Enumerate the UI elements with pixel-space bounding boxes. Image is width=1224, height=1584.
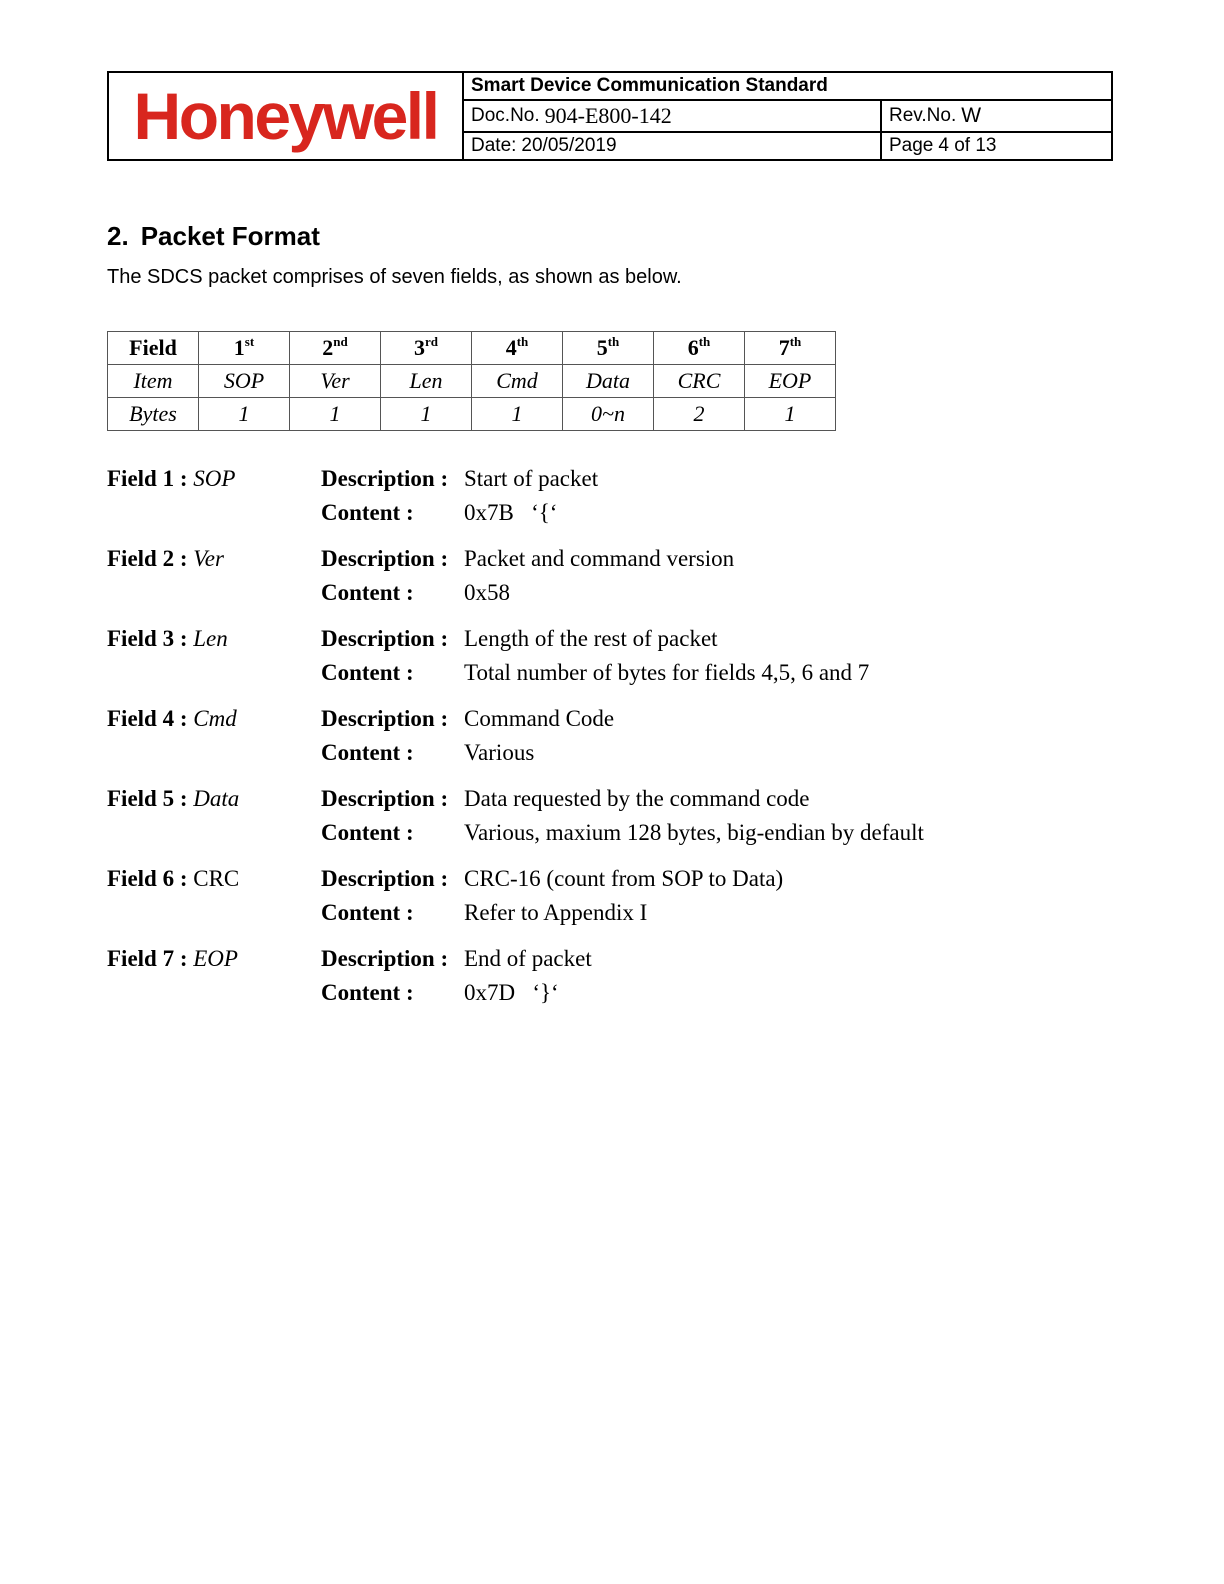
content-value: 0x7D ‘}‘ [464, 980, 559, 1005]
field-name [107, 466, 235, 492]
ordinal-suffix: th [516, 334, 529, 349]
content-value: 0x58 [464, 580, 510, 605]
table-row-field [108, 332, 836, 365]
field-item: Cmd [193, 706, 237, 731]
field-block-5 [107, 786, 1107, 866]
content-label: Content : [321, 820, 414, 845]
bytes-cell: 2 [654, 398, 745, 431]
field-name [107, 946, 238, 972]
field-block-6 [107, 866, 1107, 946]
row-label-field: Field [108, 332, 199, 365]
section-heading [107, 221, 320, 252]
table-row-item [108, 365, 836, 398]
description-value: Packet and command version [464, 546, 735, 571]
field-block-2 [107, 546, 1107, 626]
field-item: SOP [193, 466, 236, 491]
field-block-1 [107, 466, 1107, 546]
field-item: Data [193, 786, 240, 811]
field-block-3 [107, 626, 1107, 706]
item-cell: Cmd [472, 365, 563, 398]
section-number: 2. [107, 221, 129, 251]
ordinal-suffix: nd [333, 334, 348, 349]
field-item: Ver [193, 546, 224, 571]
field-number: 7 [778, 335, 790, 360]
field-name [107, 866, 239, 892]
doc-number [464, 101, 882, 133]
ordinal-suffix: st [244, 334, 255, 349]
description-label: Description : [321, 866, 449, 891]
field-number-cell [381, 332, 472, 365]
description-value: CRC-16 (count from SOP to Data) [464, 866, 784, 891]
item-cell: CRC [654, 365, 745, 398]
honeywell-logo: Honeywell [109, 73, 464, 159]
content-value: Various [464, 740, 535, 765]
field-name [107, 626, 228, 652]
content-value: Total number of bytes for fields 4,5, 6 and 7 [464, 660, 870, 685]
item-cell: SOP [199, 365, 290, 398]
doc-number-value: 904-E800-142 [544, 103, 672, 128]
content-label: Content : [321, 500, 414, 525]
item-cell: Data [563, 365, 654, 398]
description-value: Start of packet [464, 466, 599, 491]
description-value: Data requested by the command code [464, 786, 810, 811]
item-cell: Ver [290, 365, 381, 398]
field-label: Field 4 : [107, 706, 188, 731]
bytes-cell: 1 [745, 398, 836, 431]
field-item: CRC [193, 866, 240, 891]
row-label-item: Item [108, 365, 199, 398]
bytes-cell: 1 [199, 398, 290, 431]
field-item: Len [193, 626, 228, 651]
description-label: Description : [321, 546, 449, 571]
description-label: Description : [321, 946, 449, 971]
ordinal-suffix: th [607, 334, 620, 349]
field-number-cell [654, 332, 745, 365]
field-block-7 [107, 946, 1107, 1026]
bytes-cell: 0~n [563, 398, 654, 431]
document-date [464, 133, 882, 159]
document-title: Smart Device Communication Standard [464, 73, 1111, 101]
description-label: Description : [321, 466, 449, 491]
content-value: 0x7B ‘{‘ [464, 500, 558, 525]
field-number-cell [290, 332, 381, 365]
date-value: 20/05/2019 [521, 135, 617, 156]
content-label: Content : [321, 900, 414, 925]
page-value: 4 of 13 [938, 135, 997, 156]
field-label: Field 6 : [107, 866, 188, 891]
field-name [107, 706, 237, 732]
ordinal-suffix: rd [425, 334, 438, 349]
field-label: Field 1 : [107, 466, 188, 491]
description-value: Command Code [464, 706, 615, 731]
description-value: End of packet [464, 946, 592, 971]
description-label: Description : [321, 706, 449, 731]
date-label: Date: [471, 135, 517, 156]
bytes-cell: 1 [381, 398, 472, 431]
field-number: 2 [322, 335, 334, 360]
field-block-4 [107, 706, 1107, 786]
field-name [107, 546, 224, 572]
row-label-bytes: Bytes [108, 398, 199, 431]
content-label: Content : [321, 740, 414, 765]
content-label: Content : [321, 580, 414, 605]
field-number: 3 [414, 335, 425, 360]
content-label: Content : [321, 660, 414, 685]
field-number-cell [563, 332, 654, 365]
content-label: Content : [321, 980, 414, 1005]
doc-number-label: Doc.No. [471, 105, 540, 126]
item-cell: Len [381, 365, 472, 398]
field-name [107, 786, 239, 812]
revision-number [882, 101, 1111, 133]
description-label: Description : [321, 626, 449, 651]
ordinal-suffix: th [698, 334, 711, 349]
revision-label: Rev.No. [889, 105, 957, 126]
description-value: Length of the rest of packet [464, 626, 718, 651]
item-cell: EOP [745, 365, 836, 398]
page-label: Page [889, 135, 934, 156]
section-title: Packet Format [140, 221, 320, 251]
field-label: Field 5 : [107, 786, 188, 811]
bytes-cell: 1 [290, 398, 381, 431]
page-indicator [882, 133, 1111, 159]
field-item: EOP [193, 946, 238, 971]
document-header [107, 71, 1113, 161]
field-number-cell [745, 332, 836, 365]
content-value: Refer to Appendix I [464, 900, 648, 925]
content-value: Various, maxium 128 bytes, big-endian by default [464, 820, 924, 845]
revision-value: W [961, 104, 982, 127]
table-row-bytes [108, 398, 836, 431]
field-label: Field 2 : [107, 546, 188, 571]
bytes-cell: 1 [472, 398, 563, 431]
ordinal-suffix: th [789, 334, 802, 349]
field-descriptions [107, 466, 1107, 1026]
field-number-cell [472, 332, 563, 365]
field-number: 1 [233, 335, 245, 360]
field-number: 5 [596, 335, 608, 360]
field-number-cell [199, 332, 290, 365]
field-number: 6 [687, 335, 699, 360]
section-intro: The SDCS packet comprises of seven fields, as shown as below. [107, 266, 682, 288]
description-label: Description : [321, 786, 449, 811]
field-label: Field 3 : [107, 626, 188, 651]
field-number: 4 [505, 335, 517, 360]
packet-format-table [107, 331, 836, 431]
field-label: Field 7 : [107, 946, 188, 971]
